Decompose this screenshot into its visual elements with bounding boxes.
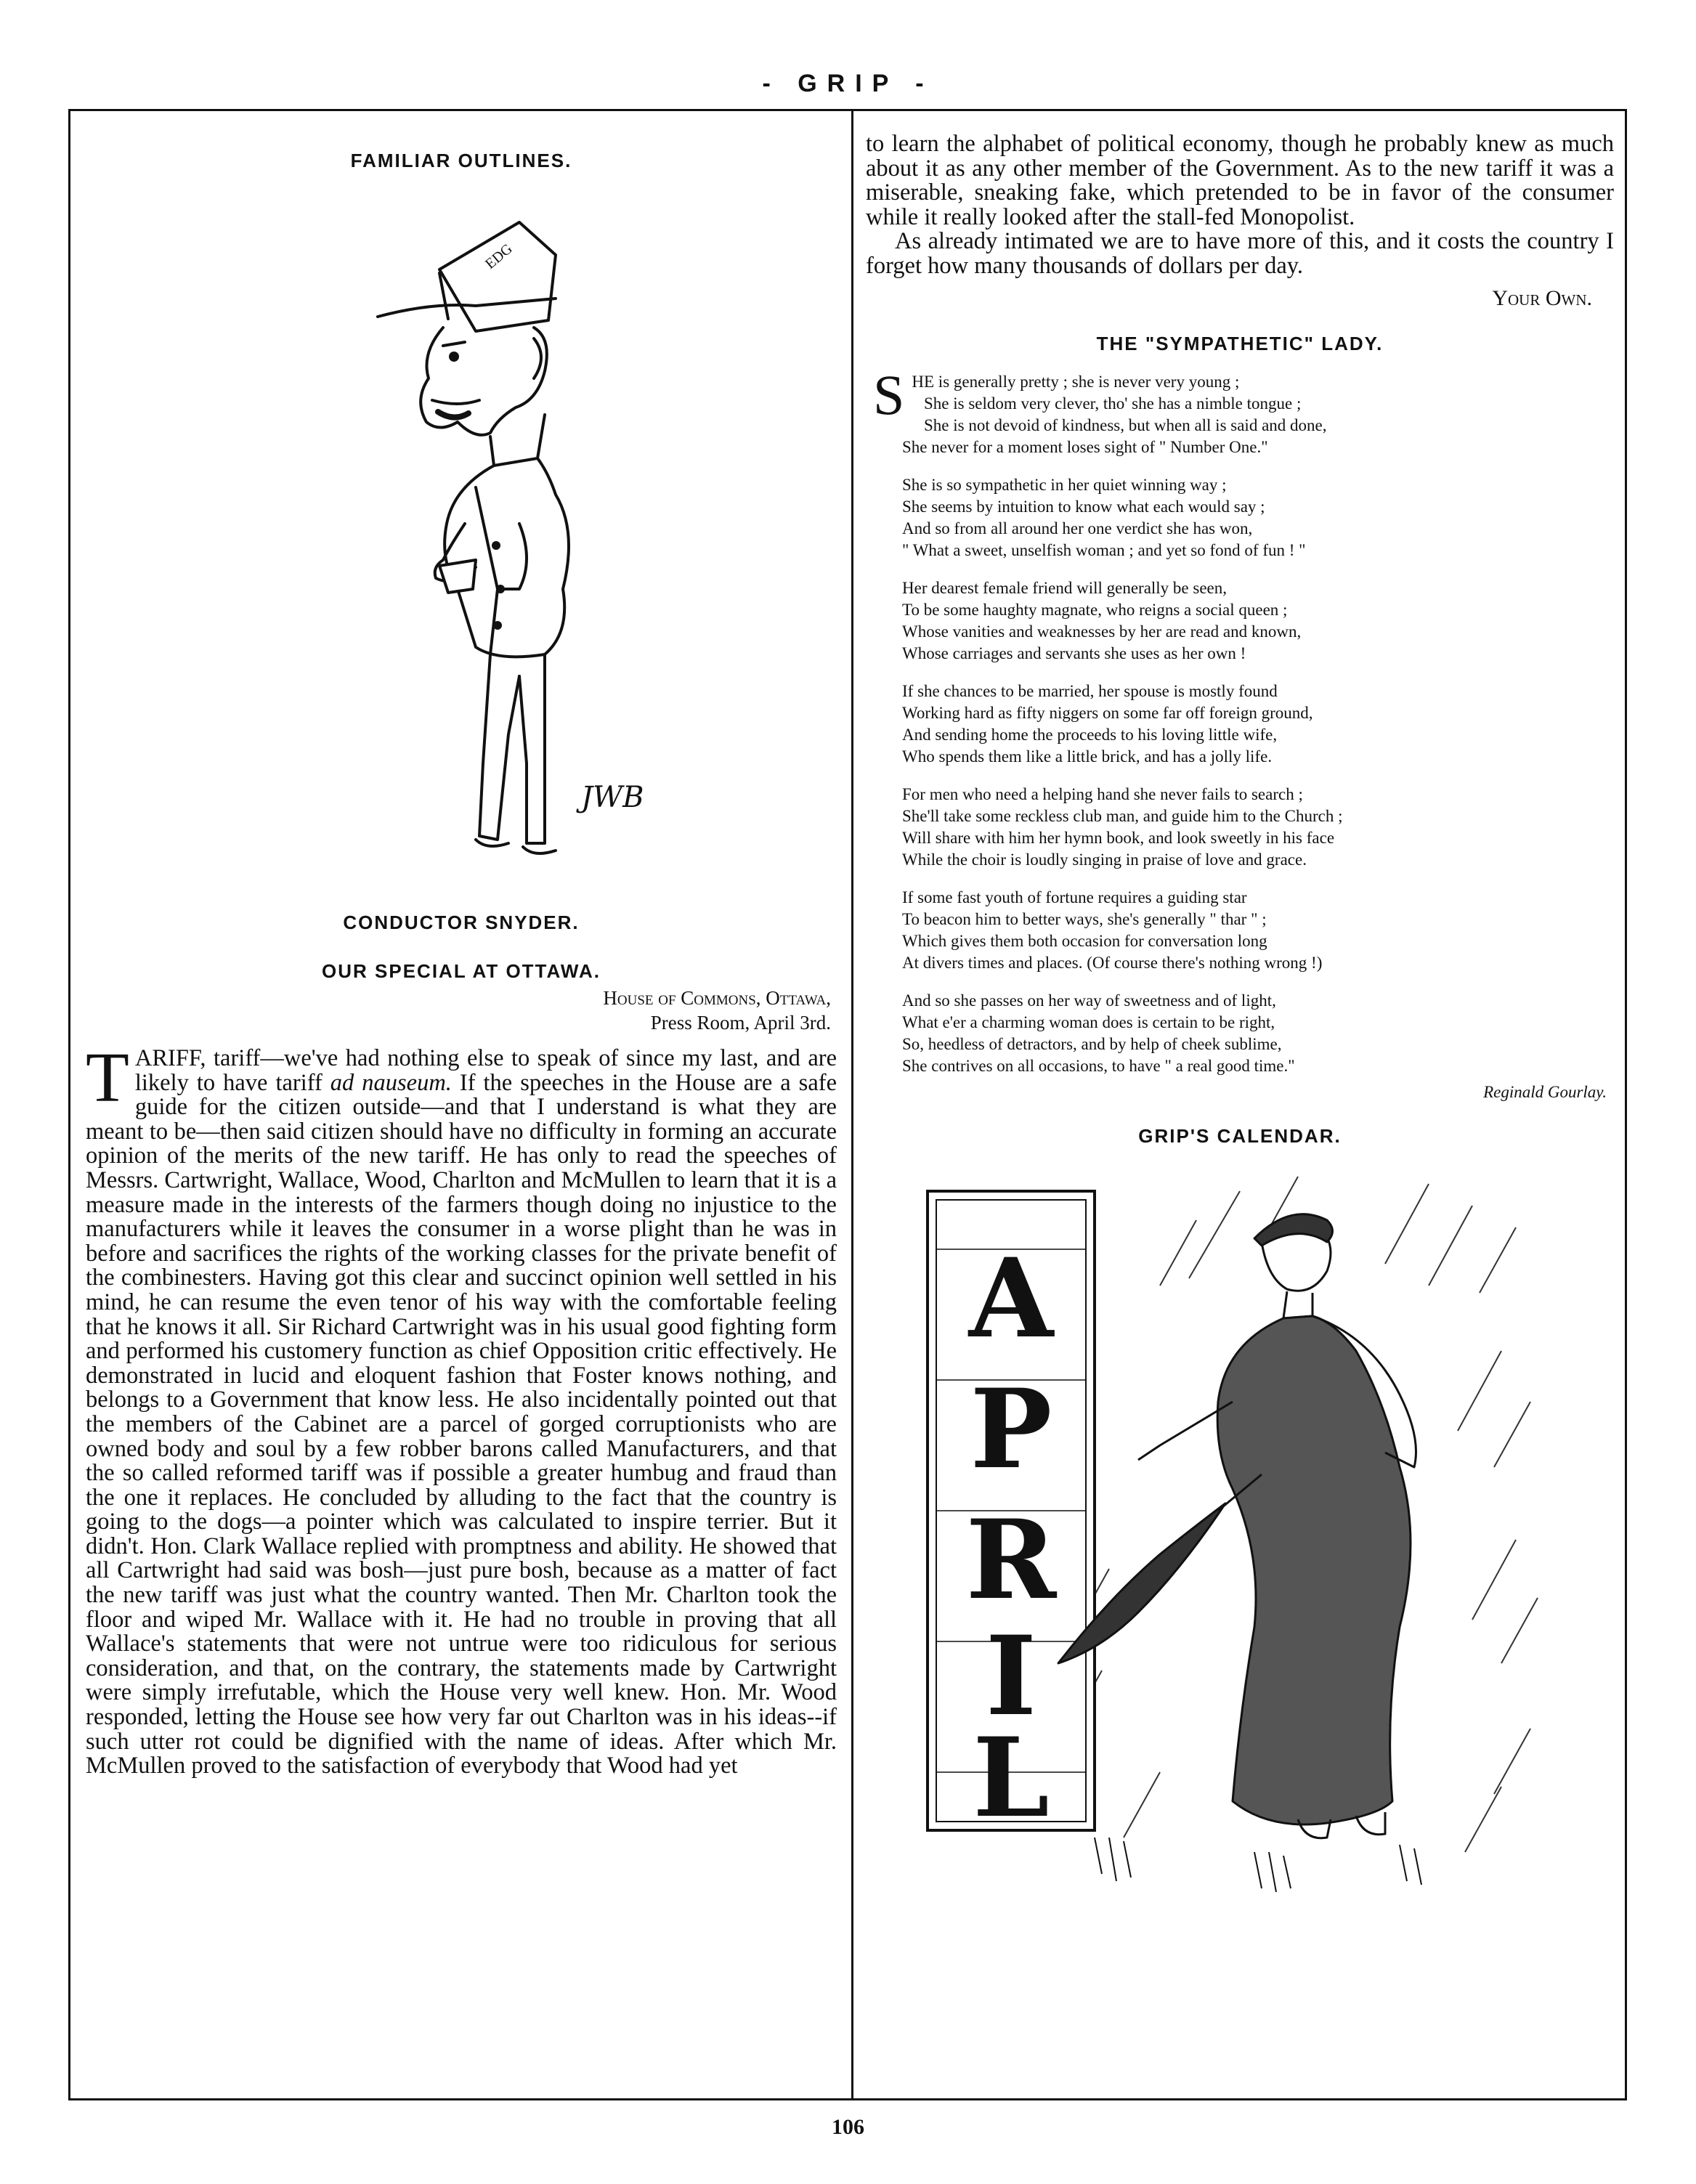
calendar-letter: I bbox=[985, 1612, 1037, 1740]
calendar-heading: GRIP'S CALENDAR. bbox=[1138, 1124, 1342, 1147]
poem-line: She seems by intuition to know what each would say ; bbox=[902, 497, 1265, 516]
article-dropcap: T bbox=[86, 1039, 129, 1117]
poem-line: At divers times and places. (Of course there's nothing wrong !) bbox=[902, 953, 1323, 972]
poem-line: " What a sweet, unselfish woman ; and yet so fond of fun ! " bbox=[902, 540, 1306, 559]
conductor-snyder-caricature bbox=[258, 182, 665, 909]
woman-figure bbox=[1058, 1214, 1416, 1838]
poem-line: She'll take some reckless club man, and guide him to the Church ; bbox=[902, 806, 1343, 825]
poem-line: She is not devoid of kindness, but when all is said and done, bbox=[924, 415, 1327, 434]
column-rule bbox=[851, 109, 853, 2100]
poem-dropcap: S bbox=[873, 362, 905, 426]
poem-line: Will share with him her hymn book, and look sweetly in his face bbox=[902, 828, 1335, 847]
cap-label: EDG bbox=[482, 240, 516, 272]
poem-stanza-2 bbox=[902, 474, 1614, 561]
page-number: 106 bbox=[832, 2115, 864, 2139]
poem-line: While the choir is loudly singing in praise of love and grace. bbox=[902, 850, 1307, 869]
poem bbox=[866, 362, 1614, 1103]
article-text-part-2: If the speeches in the House are a safe guide for the citizen outside—and that I understand is what they are meant to be—then said citizen should have no difficulty in forming an accurate opinion of the merits of the new tariff. He has only to read the speeches of Messrs. Cartwright, Wallace, Wood, Charlton and McMullen to learn that it is a measure made in the interests of the farmers though doing no injustice to the manufacturers while it leaves the consumer in a worse plight than he was in before and sacrifices the rights of the working classes for the private benefit of the combinesters. Having got this clear and succinct opinion well settled in his mind, he can resume the even tenor of his way with the comfortable feeling that he knows it all. Sir Richard Cartwright was in his usual good fighting form and performed his customery function as chief Opposition critic effectively. He demonstrated in lucid and eloquent fashion that Foster knows nothing, and belongs to a Government that know less. He also incidentally pointed out that the members of the Cabinet are a parcel of gorged corruptionists who are owned body and soul by a few robber barons called Manufacturers, and that the so called reformed tariff was if possible a greater humbug and fraud than the one it replaces. He concluded by alluding to the fact that the country is going to the dogs—a pointer which was calculated to inspire terrier. But it didn't. Hon. Clark Wallace replied with promptness and ability. He showed that all Cartwright had said was bosh—just pure bosh, because as a matter of fact the new tariff was just what the country wanted. Then Mr. Charlton took the floor and wiped Mr. Wallace with it. He had no trouble in proving that all Wallace's statements that were not untrue were too ridiculous for serious consideration, and that, on the contrary, the statements made by Cartwright were simply irrefutable, which the House very well knew. Hon. Mr. Wood responded, letting the House see how very far out Charlton was in his ideas--if such utter rot could be dignified with the name of ideas. After which Mr. McMullen proved to the satisfaction of everybody that Wood had yet bbox=[86, 1069, 837, 1779]
calendar-letter: A bbox=[968, 1234, 1054, 1363]
article-heading: OUR SPECIAL AT OTTAWA. bbox=[322, 960, 601, 982]
poem-line: So, heedless of detractors, and by help of cheek sublime, bbox=[902, 1034, 1282, 1053]
poem-line: Which gives them both occasion for conversation long bbox=[902, 931, 1267, 950]
poem-line: Her dearest female friend will generally be seen, bbox=[902, 578, 1228, 597]
poem-line: And so she passes on her way of sweetness and of light, bbox=[902, 991, 1276, 1010]
dateline bbox=[86, 986, 831, 1035]
poem-line: Working hard as fifty niggers on some far off foreign ground, bbox=[902, 703, 1313, 722]
poem-stanza-6 bbox=[902, 887, 1614, 974]
poem-line: What e'er a charming woman does is certain to be right, bbox=[902, 1012, 1275, 1031]
continued-paragraph-1: to learn the alphabet of political economy, though he probably knew as much about it as any other member of the Government. As to the new tariff it was a miserable, sneaking fake, which pretended to be in favor of the consumer while it really looked after the stall-fed Monopolist. bbox=[866, 131, 1614, 230]
ground-strokes bbox=[1095, 1838, 1421, 1892]
column-signature: Your Own. bbox=[1492, 285, 1592, 310]
poem-author: Reginald Gourlay. bbox=[1483, 1082, 1607, 1101]
poem-line: Who spends them like a little brick, and has a jolly life. bbox=[902, 747, 1273, 766]
poem-line: She is seldom very clever, tho' she has a nimble tongue ; bbox=[924, 394, 1302, 413]
calendar-letter: L bbox=[973, 1713, 1050, 1842]
poem-line: If she chances to be married, her spouse is mostly found bbox=[902, 681, 1278, 700]
masthead: - GRIP - bbox=[762, 70, 934, 97]
poem-line: And so from all around her one verdict she has won, bbox=[902, 519, 1253, 537]
calendar-letter: P bbox=[970, 1365, 1052, 1493]
poem-line: For men who need a helping hand she never fails to search ; bbox=[902, 784, 1303, 803]
dateline-place: House of Commons, Ottawa, bbox=[603, 987, 831, 1009]
poem-heading: THE "SYMPATHETIC" LADY. bbox=[1096, 332, 1384, 354]
poem-line: She is so sympathetic in her quiet winning way ; bbox=[902, 475, 1227, 494]
poem-line: To beacon him to better ways, she's generally " thar " ; bbox=[902, 909, 1267, 928]
cartoon-caption: CONDUCTOR SNYDER. bbox=[343, 912, 580, 933]
poem-line: Whose carriages and servants she uses as her own ! bbox=[902, 644, 1246, 662]
article-text-emphasis: ad nauseum. bbox=[330, 1069, 452, 1096]
poem-stanza-4 bbox=[902, 681, 1614, 768]
poem-stanza-3 bbox=[902, 577, 1614, 665]
continued-paragraph-2: As already intimated we are to have more of this, and it costs the country I forget how many thousands of dollars per day. bbox=[866, 228, 1614, 279]
poem-stanza-1 bbox=[873, 362, 1614, 458]
right-column bbox=[866, 132, 1614, 1917]
poem-stanza-5 bbox=[902, 784, 1614, 871]
poem-line: HE is generally pretty ; she is never very young ; bbox=[912, 372, 1240, 391]
poem-line: She contrives on all occasions, to have " a real good time." bbox=[902, 1056, 1295, 1075]
poem-line: And sending home the proceeds to his loving little wife, bbox=[902, 725, 1278, 744]
article-body bbox=[86, 1039, 837, 1779]
calendar-letter: R bbox=[965, 1495, 1057, 1624]
poem-stanza-7 bbox=[902, 990, 1614, 1077]
poem-line: Whose vanities and weaknesses by her are read and known, bbox=[902, 622, 1302, 641]
poem-line: She never for a moment loses sight of " Number One." bbox=[902, 437, 1268, 456]
dateline-date: Press Room, April 3rd. bbox=[650, 1012, 831, 1034]
poem-line: To be some haughty magnate, who reigns a social queen ; bbox=[902, 600, 1288, 619]
poem-line: If some fast youth of fortune requires a guiding star bbox=[902, 888, 1247, 906]
article-text-part-1: ARIFF, tariff—we've had nothing else to speak of since my last, and are likely to have tariff bbox=[134, 1045, 837, 1096]
april-calendar-illustration bbox=[920, 1162, 1559, 1917]
artist-signature: JWB bbox=[581, 781, 644, 814]
cartoon-heading: FAMILIAR OUTLINES. bbox=[350, 150, 572, 171]
left-column bbox=[86, 123, 837, 1779]
